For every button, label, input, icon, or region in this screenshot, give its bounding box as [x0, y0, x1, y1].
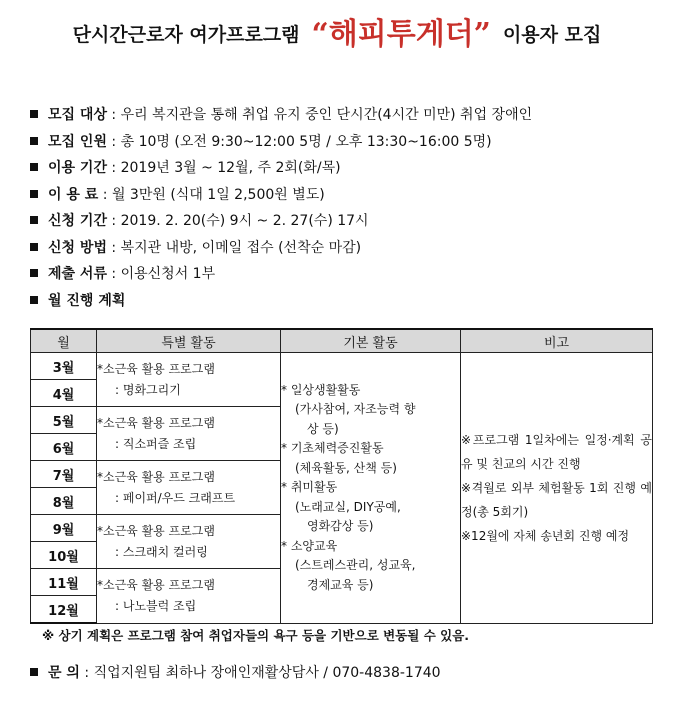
separator: : — [79, 665, 94, 681]
separator: : — [106, 213, 121, 229]
separator: : — [106, 107, 121, 123]
info-label: 월 진행 계획 — [48, 292, 126, 309]
basic-activity-line: (스트레스관리, 성교육, — [295, 558, 416, 572]
basic-activity-line: 영화감상 등) — [307, 519, 374, 533]
square-bullet-icon — [30, 137, 38, 145]
basic-activity-line: (가사참여, 자조능력 향 — [295, 402, 416, 416]
square-bullet-icon — [30, 243, 38, 251]
square-bullet-icon — [30, 190, 38, 198]
info-value: 이용신청서 1부 — [120, 266, 216, 282]
info-label: 이 용 료 — [48, 186, 99, 203]
footnote: ※ 상기 계획은 프로그램 참여 취업자들의 욕구 등을 기반으로 변동될 수 있음. — [42, 628, 470, 643]
special-activity-detail: : 직소퍼즐 조립 — [115, 436, 197, 451]
square-bullet-icon — [30, 216, 38, 224]
special-activity-cell — [97, 515, 281, 569]
title-suffix: 이용자 모집 — [502, 24, 602, 46]
remarks-cell — [461, 353, 653, 624]
title-prefix: 단시간근로자 여가프로그램 — [72, 24, 300, 46]
month-cell: 4월 — [31, 380, 97, 407]
month-cell: 7월 — [31, 461, 97, 488]
info-value: 2019. 2. 20(수) 9시 ~ 2. 27(수) 17시 — [120, 213, 369, 229]
contact-label: 문 의 — [48, 665, 80, 681]
program-name: “해피투게더” — [311, 17, 491, 52]
basic-activity-line: * 소양교육 — [281, 538, 338, 553]
info-row — [30, 261, 660, 288]
info-row — [30, 235, 660, 262]
separator: : — [106, 160, 121, 176]
header-basic-activity: 기본 활동 — [281, 329, 461, 353]
square-bullet-icon — [30, 668, 38, 676]
basic-activity-line: * 기초체력증진활동 — [281, 441, 384, 455]
special-activity-detail: : 페이퍼/우드 크래프트 — [115, 490, 236, 505]
separator: : — [106, 239, 121, 256]
square-bullet-icon — [30, 110, 38, 118]
square-bullet-icon — [30, 163, 38, 171]
special-activity-detail: : 명화그리기 — [115, 382, 181, 397]
recruitment-info-list — [30, 102, 660, 314]
info-row — [30, 155, 660, 182]
special-activity-cell — [97, 461, 281, 515]
basic-activity-line: 상 등) — [307, 421, 339, 436]
month-cell: 5월 — [31, 407, 97, 434]
info-row — [30, 182, 660, 209]
month-cell: 11월 — [31, 569, 97, 596]
basic-activity-line: * 일상생활활동 — [281, 382, 361, 397]
info-value: 월 3만원 (식대 1일 2,500원 별도) — [111, 186, 325, 203]
info-label: 제출 서류 — [48, 266, 107, 282]
special-activity-cell — [97, 353, 281, 407]
special-activity-title: *소근육 활용 프로그램 — [97, 523, 215, 538]
header-remarks: 비고 — [461, 329, 653, 353]
info-value: 총 10명 (오전 9:30~12:00 5명 / 오후 13:30~16:00 5명) — [120, 133, 492, 150]
info-label: 신청 기간 — [48, 213, 107, 229]
remark-line: ※12월에 자체 송년회 진행 예정 — [461, 528, 630, 543]
month-cell: 9월 — [31, 515, 97, 542]
monthly-plan-table — [30, 328, 653, 624]
separator: : — [98, 186, 112, 203]
basic-activity-line: 경제교육 등) — [307, 577, 374, 592]
info-label: 모집 인원 — [48, 133, 107, 150]
info-label: 신청 방법 — [48, 239, 107, 256]
basic-activity-cell — [281, 353, 461, 624]
square-bullet-icon — [30, 269, 38, 277]
square-bullet-icon — [30, 296, 38, 304]
month-cell: 12월 — [31, 596, 97, 624]
remark-line: ※프로그램 1일차에는 일정·계획 공유 및 친교의 시간 진행 — [461, 432, 652, 471]
special-activity-detail: : 스크래치 컬러링 — [115, 544, 208, 559]
special-activity-cell — [97, 569, 281, 624]
contact-value: 직업지원팀 최하나 장애인재활상담사 / 070-4838-1740 — [93, 665, 441, 681]
info-label: 이용 기간 — [48, 160, 107, 176]
separator: : — [106, 266, 121, 282]
special-activity-detail: : 나노블럭 조립 — [115, 598, 197, 613]
special-activity-title: *소근육 활용 프로그램 — [97, 361, 215, 376]
info-label: 모집 대상 — [48, 107, 107, 123]
info-value: 우리 복지관을 통해 취업 유지 중인 단시간(4시간 미만) 취업 장애인 — [120, 107, 533, 123]
header-month: 월 — [31, 329, 97, 353]
basic-activity-line: (체육활동, 산책 등) — [295, 460, 397, 475]
special-activity-title: *소근육 활용 프로그램 — [97, 415, 215, 430]
special-activity-title: *소근육 활용 프로그램 — [97, 469, 215, 484]
info-row — [30, 208, 660, 235]
info-value: 2019년 3월 ~ 12월, 주 2회(화/목) — [120, 160, 341, 176]
month-cell: 3월 — [31, 353, 97, 380]
page-title — [0, 12, 674, 58]
month-cell: 6월 — [31, 434, 97, 461]
info-row — [30, 288, 660, 315]
basic-activity-line: * 취미활동 — [281, 480, 338, 494]
basic-activity-line: (노래교실, DIY공예, — [295, 499, 401, 514]
table-row — [31, 353, 653, 380]
table-header-row — [31, 329, 653, 353]
separator: : — [106, 133, 121, 150]
remark-line: ※격월로 외부 체험활동 1회 진행 예정(총 5회기) — [461, 480, 652, 519]
special-activity-cell — [97, 407, 281, 461]
month-cell: 10월 — [31, 542, 97, 569]
info-row — [30, 129, 660, 156]
special-activity-title: *소근육 활용 프로그램 — [97, 577, 215, 592]
header-special-activity: 특별 활동 — [97, 329, 281, 353]
month-cell: 8월 — [31, 488, 97, 515]
info-row — [30, 102, 660, 129]
contact-row — [30, 660, 441, 686]
info-value: 복지관 내방, 이메일 접수 (선착순 마감) — [120, 239, 362, 256]
